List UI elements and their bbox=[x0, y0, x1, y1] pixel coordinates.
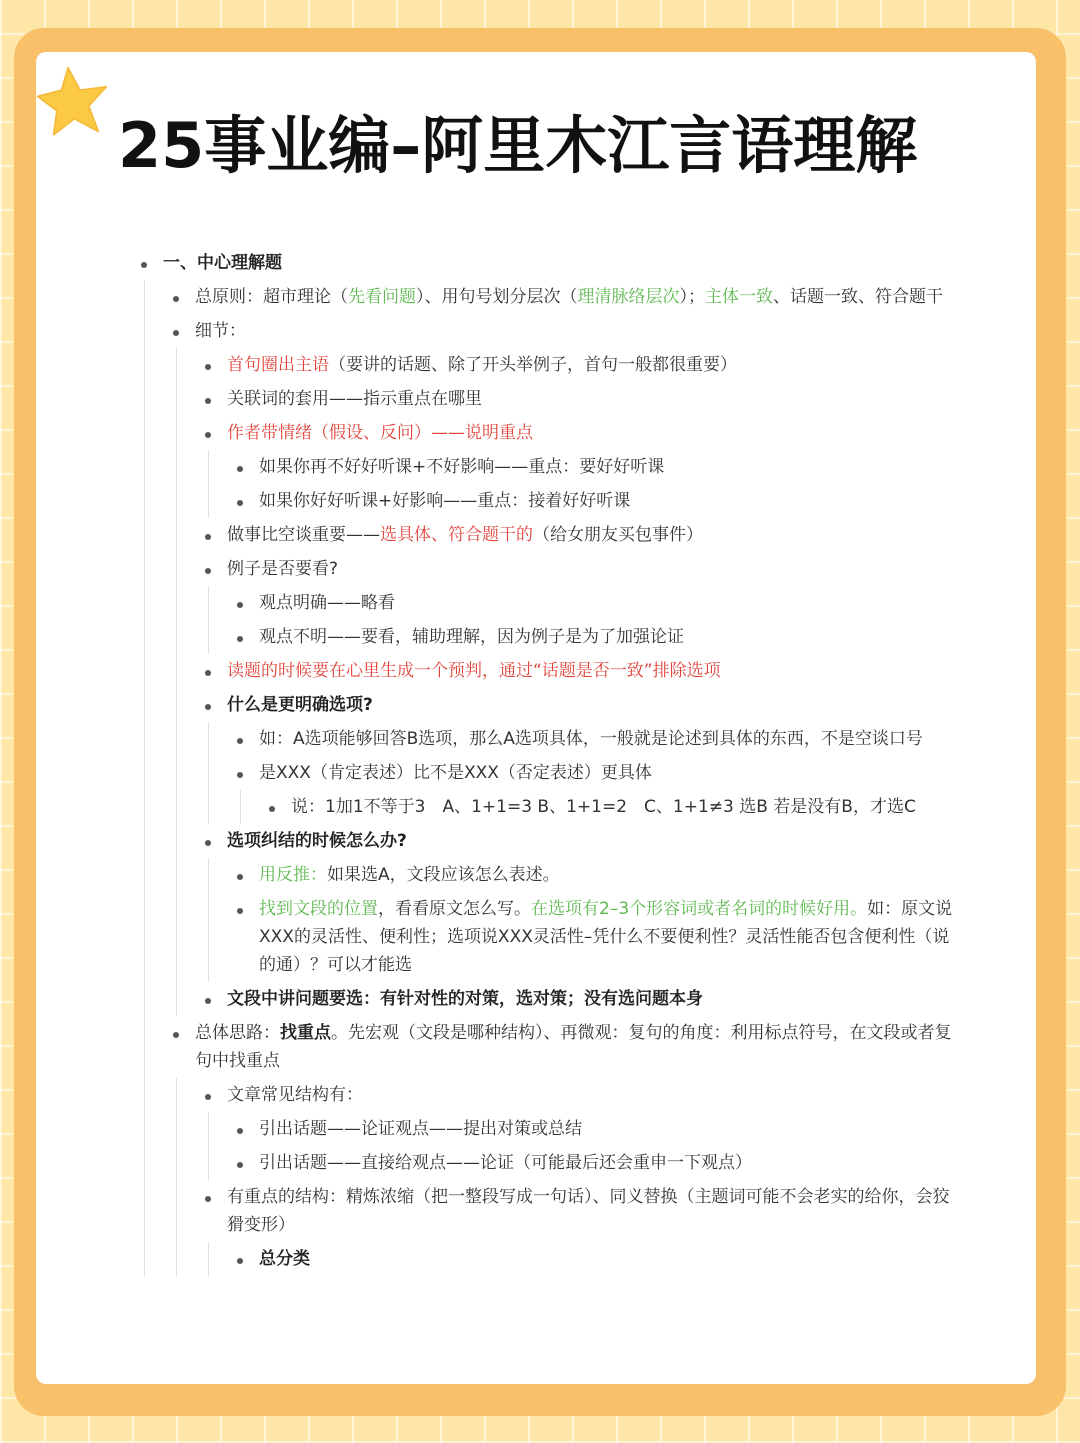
affirmative-text: 是XXX（肯定表述）比不是XXX（否定表述）更具体 bbox=[259, 763, 652, 783]
emotion-example-2: 如果你好好听课+好影响——重点：接着好好听课 bbox=[259, 491, 631, 511]
example-children bbox=[229, 586, 963, 654]
clearer-option-example: 如：A选项能够回答B选项，那么A选项具体，一般就是论述到具体的东西，不是空谈口号 bbox=[259, 729, 923, 749]
details-item bbox=[165, 314, 963, 1016]
clearer-option-children bbox=[229, 722, 963, 824]
list-item bbox=[261, 790, 963, 824]
list-item bbox=[197, 1180, 963, 1276]
emotion-children bbox=[229, 450, 963, 518]
example-question: 例子是否要看? bbox=[227, 559, 339, 579]
list-item bbox=[229, 620, 963, 654]
prejudge-text: 读题的时候要在心里生成一个预判，通过“话题是否一致”排除选项 bbox=[227, 661, 721, 681]
emotion-text: 作者带情绪（假设、反问）——说明重点 bbox=[227, 423, 533, 443]
reverse-text: 用反推：如果选A，文段应该怎么表述。 bbox=[259, 865, 560, 885]
clearer-option-question: 什么是更明确选项? bbox=[227, 695, 373, 715]
locate-text: 找到文段的位置，看看原文怎么写。在选项有2–3个形容词或者名词的时候好用。如：原文说XXX的灵活性、便利性；选项说XXX灵活性–凭什么不要便利性？灵活性能否包含便利性（说的通）？可以才能选 bbox=[259, 899, 953, 975]
hesitation-children bbox=[229, 858, 963, 982]
details-children bbox=[197, 348, 963, 1016]
first-sentence-text: 首句圈出主语（要讲的话题、除了开头举例子，首句一般都很重要） bbox=[227, 355, 737, 375]
general-principle-text: 总原则：超市理论（先看问题）、用句号划分层次（理清脉络层次）；主体一致、话题一致、符合题干 bbox=[195, 287, 943, 307]
structure-label: 文章常见结构有： bbox=[227, 1085, 363, 1105]
list-item bbox=[229, 892, 963, 982]
list-item bbox=[229, 450, 963, 484]
example-unclear: 观点不明——要看，辅助理解，因为例子是为了加强论证 bbox=[259, 627, 684, 647]
list-item bbox=[229, 1242, 963, 1276]
general-specific-text: 总分类 bbox=[259, 1249, 310, 1269]
section-title: 一、中心理解题 bbox=[163, 253, 282, 273]
list-item bbox=[229, 1112, 963, 1146]
list-item bbox=[229, 756, 963, 824]
affirmative-children bbox=[261, 790, 963, 824]
key-structure-text: 有重点的结构：精炼浓缩（把一整段写成一句话）、同义替换（主题词可能不会老实的给你，会狡猾变形） bbox=[227, 1187, 950, 1235]
hesitation-question: 选项纠结的时候怎么办? bbox=[227, 831, 407, 851]
list-item bbox=[197, 824, 963, 982]
affirmative-example: 说：1加1不等于3 A、1+1=3 B、1+1=2 C、1+1≠3 选B 若是没有B，才选C bbox=[291, 797, 916, 817]
list-item bbox=[197, 552, 963, 654]
outline bbox=[133, 246, 963, 1276]
countermeasure-text: 文段中讲问题要选：有针对性的对策，选对策；没有选问题本身 bbox=[227, 989, 703, 1009]
overall-approach-text: 总体思路：找重点。先宏观（文段是哪种结构）、再微观：复句的角度：利用标点符号，在文段或者复句中找重点 bbox=[195, 1023, 952, 1071]
details-label: 细节： bbox=[195, 321, 246, 341]
star-icon bbox=[36, 66, 116, 146]
list-item bbox=[229, 722, 963, 756]
section-central-idea bbox=[133, 246, 963, 1276]
key-structure-children bbox=[229, 1242, 963, 1276]
structure-children bbox=[229, 1112, 963, 1180]
list-item bbox=[229, 1146, 963, 1180]
general-principle-item bbox=[165, 280, 963, 314]
structure-1: 引出话题——论证观点——提出对策或总结 bbox=[259, 1119, 582, 1139]
list-item bbox=[197, 348, 963, 382]
list-item bbox=[197, 518, 963, 552]
action-text: 做事比空谈重要——选具体、符合题干的（给女朋友买包事件） bbox=[227, 525, 703, 545]
list-item bbox=[197, 1078, 963, 1180]
list-item bbox=[197, 982, 963, 1016]
overall-approach-item bbox=[165, 1016, 963, 1276]
outline-root bbox=[133, 246, 963, 1276]
conjunction-text: 关联词的套用——指示重点在哪里 bbox=[227, 389, 482, 409]
example-clear: 观点明确——略看 bbox=[259, 593, 395, 613]
page-title: 25事业编–阿里木江言语理解 bbox=[118, 109, 918, 182]
emotion-example-1: 如果你再不好好听课+不好影响——重点：要好好听课 bbox=[259, 457, 665, 477]
approach-children bbox=[197, 1078, 963, 1276]
list-item bbox=[229, 858, 963, 892]
list-item bbox=[197, 416, 963, 518]
list-item bbox=[229, 484, 963, 518]
list-item bbox=[197, 654, 963, 688]
list-item bbox=[197, 382, 963, 416]
list-item bbox=[229, 586, 963, 620]
section-children bbox=[165, 280, 963, 1276]
structure-2: 引出话题——直接给观点——论证（可能最后还会重申一下观点） bbox=[259, 1153, 752, 1173]
list-item bbox=[197, 688, 963, 824]
